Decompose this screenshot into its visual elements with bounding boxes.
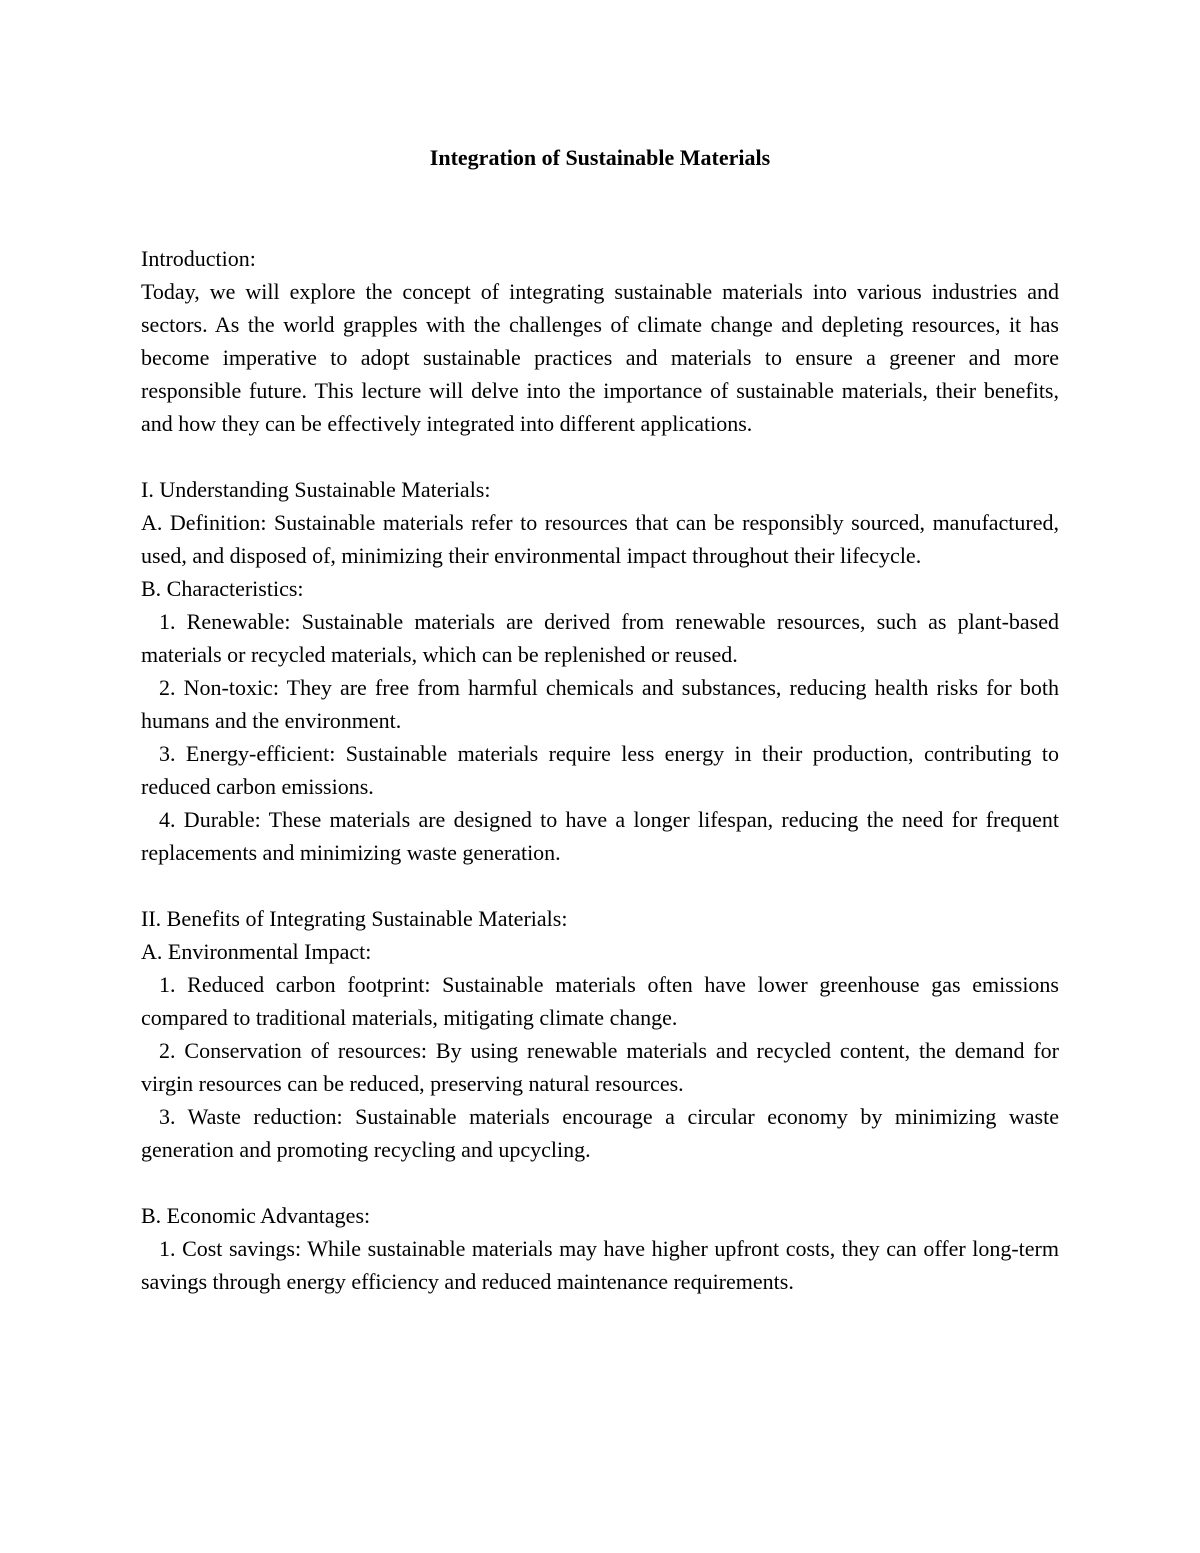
section-1-definition: A. Definition: Sustainable materials refer to resources that can be responsibly sourced, manufactured, used, and disposed of, minimizing their environmental impact throughout their lifecycle. [141,510,1059,568]
spacer [141,1166,1059,1199]
intro-heading: Introduction: [141,246,256,271]
section-1-heading: I. Understanding Sustainable Materials: [141,477,491,502]
env-item-conservation: 2. Conservation of resources: By using renewable materials and recycled content, the demand for virgin resources can be reduced, preserving natural resources. [141,1038,1059,1096]
env-item-waste-reduction: 3. Waste reduction: Sustainable materials encourage a circular economy by minimizing waste generation and promoting recycling and upcycling. [141,1104,1059,1162]
spacer [141,440,1059,473]
econ-item-cost-savings: 1. Cost savings: While sustainable materials may have higher upfront costs, they can offer long-term savings through energy efficiency and reduced maintenance requirements. [141,1236,1059,1294]
characteristics-heading: B. Characteristics: [141,576,304,601]
economic-advantages-heading: B. Economic Advantages: [141,1203,371,1228]
spacer [141,869,1059,902]
env-item-carbon-footprint: 1. Reduced carbon footprint: Sustainable materials often have lower greenhouse gas emissions compared to traditional materials, mitigating climate change. [141,972,1059,1030]
characteristic-item-non-toxic: 2. Non-toxic: They are free from harmful chemicals and substances, reducing health risks for both humans and the environment. [141,675,1059,733]
section-2-heading: II. Benefits of Integrating Sustainable Materials: [141,906,568,931]
characteristic-item-renewable: 1. Renewable: Sustainable materials are derived from renewable resources, such as plant-based materials or recycled materials, which can be replenished or reused. [141,609,1059,667]
characteristic-item-durable: 4. Durable: These materials are designed to have a longer lifespan, reducing the need for frequent replacements and minimizing waste generation. [141,807,1059,865]
intro-paragraph: Today, we will explore the concept of integrating sustainable materials into various industries and sectors. As the world grapples with the challenges of climate change and depleting resources, it has become imperative to adopt sustainable practices and materials to ensure a greener and more responsible future. This lecture will delve into the importance of sustainable materials, their benefits, and how they can be effectively integrated into different applications. [141,279,1059,436]
environmental-impact-heading: A. Environmental Impact: [141,939,372,964]
characteristic-item-energy-efficient: 3. Energy-efficient: Sustainable materials require less energy in their production, contributing to reduced carbon emissions. [141,741,1059,799]
document-title: Integration of Sustainable Materials [429,145,771,170]
document-page [141,141,1059,1298]
